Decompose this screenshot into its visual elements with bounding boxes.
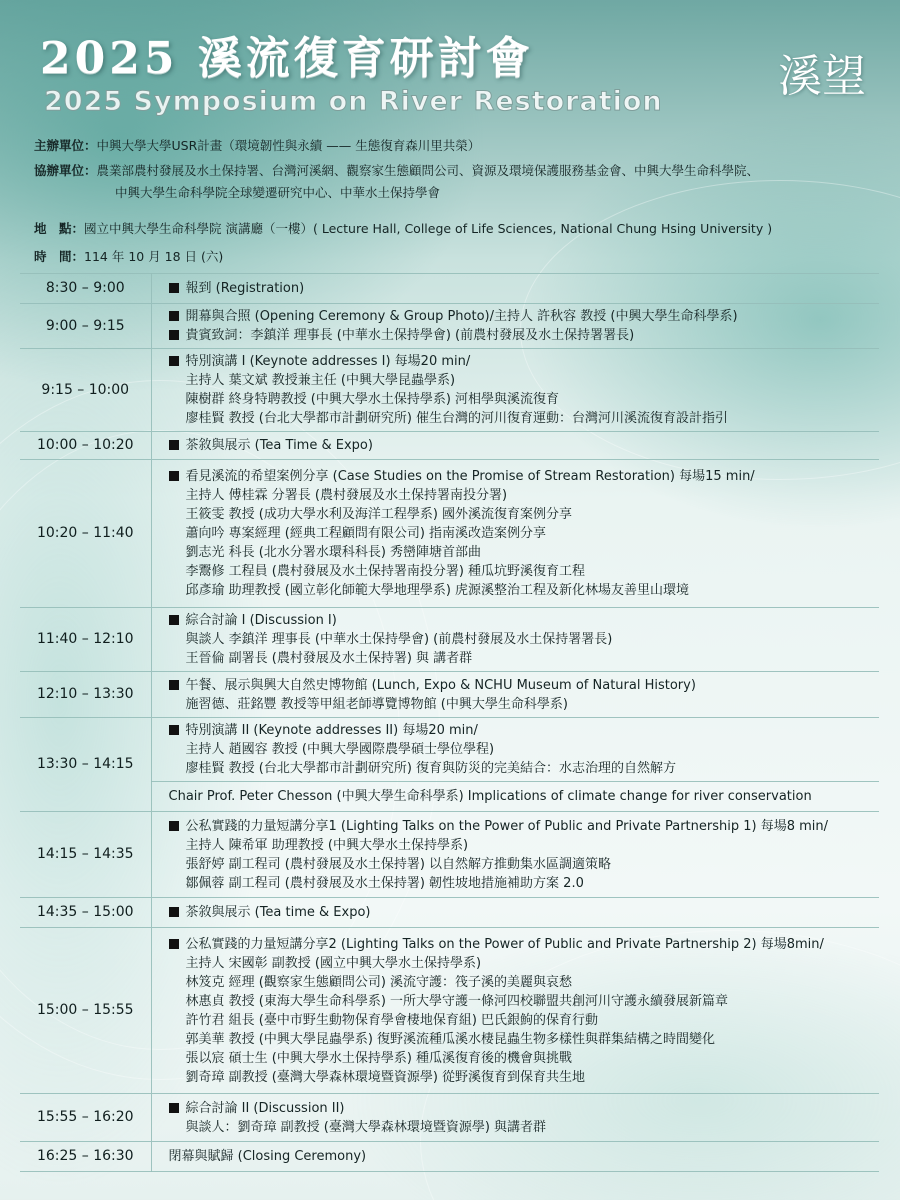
session-title: 貴賓致詞：李鎮洋 理事長 (中華水土保持學會) (前農村發展及水土保持署署長) — [169, 326, 870, 345]
session-title: 綜合討論 I (Discussion I) — [169, 611, 870, 630]
session-details — [151, 812, 879, 898]
session-time: 14:35 – 15:00 — [20, 898, 151, 928]
schedule-table — [20, 273, 879, 1172]
session-title: 特別演講 II (Keynote addresses II) 每場20 min/ — [169, 721, 870, 740]
co-organizer-text-2: 中興大學生命科學院全球變遷研究中心、中華水土保持學會 — [115, 185, 441, 200]
bullet-icon — [169, 330, 179, 340]
session-line: 蕭向吟 專案經理 (經典工程顧問有限公司) 指南溪改造案例分享 — [185, 526, 547, 541]
date-text: 114 年 10 月 18 日 (六) — [84, 249, 224, 264]
bullet-icon — [169, 615, 179, 625]
bullet-icon — [169, 725, 179, 735]
session-time: 9:00 – 9:15 — [20, 304, 151, 349]
session-details — [151, 672, 879, 718]
session-title: 公私實踐的力量短講分享1 (Lighting Talks on the Power of Public and Private Partnership 1) 每場8 min/ — [169, 817, 870, 836]
title-english: 2025 Symposium on River Restoration — [44, 86, 663, 117]
session-line: 主持人 傅桂霖 分署長 (農村發展及水土保持署南投分署) — [185, 488, 508, 503]
session-details — [151, 1142, 879, 1172]
session-line: 劉奇璋 副教授 (臺灣大學森林環境暨資源學) 從野溪復育到保育共生地 — [185, 1069, 586, 1085]
session-line: 林惠貞 教授 (東海大學生命科學系) 一所大學守護一條河四校聯盟共創河川守護永續發展新篇章 — [185, 993, 729, 1009]
session-title: 公私實踐的力量短講分享2 (Lighting Talks on the Power of Public and Private Partnership 2) 每場8min/ — [169, 935, 870, 954]
session-line: 鄒佩蓉 副工程司 (農村發展及水土保持署) 韌性坡地措施補助方案 2.0 — [185, 875, 584, 891]
schedule-row — [20, 608, 879, 672]
session-title: 開幕與合照 (Opening Ceremony & Group Photo)/主持人 許秋容 教授 (中興大學生命科學系) — [169, 307, 870, 326]
session-line: 林笈克 經理 (觀察家生態顧問公司) 溪流守護：筏子溪的美麗與哀愁 — [185, 974, 573, 990]
session-time: 15:55 – 16:20 — [20, 1094, 151, 1142]
session-line: 與談人：劉奇璋 副教授 (臺灣大學森林環境暨資源學) 與講者群 — [185, 1119, 547, 1135]
session-time: 9:15 – 10:00 — [20, 349, 151, 432]
venue-line — [34, 219, 772, 237]
schedule-row — [20, 274, 879, 304]
co-organizer-line — [34, 160, 854, 204]
session-time: 10:20 – 11:40 — [20, 460, 151, 608]
session-line: 張舒婷 副工程司 (農村發展及水土保持署) 以自然解方推動集水區調適策略 — [185, 856, 612, 872]
session-line: 與談人 李鎮洋 理事長 (中華水土保持學會) (前農村發展及水土保持署署長) — [185, 632, 613, 647]
schedule-row — [20, 349, 879, 432]
session-time: 15:00 – 15:55 — [20, 928, 151, 1094]
session-line: 王晉倫 副署長 (農村發展及水土保持署) 與 講者群 — [185, 651, 473, 666]
session-line: 邱彥瑜 助理教授 (國立彰化師範大學地理學系) 虎源溪整治工程及新化林場友善里山環境 — [185, 583, 690, 598]
session-line: 主持人 陳希軍 助理教授 (中興大學水土保持學系) — [185, 837, 469, 853]
bullet-icon — [169, 907, 179, 917]
bullet-icon — [169, 821, 179, 831]
session-title: 看見溪流的希望案例分享 (Case Studies on the Promise of Stream Restoration) 每場15 min/ — [169, 467, 870, 486]
session-details — [151, 349, 879, 432]
bullet-icon — [169, 283, 179, 293]
session-details — [151, 274, 879, 304]
session-line: 李鬻修 工程員 (農村發展及水土保持署南投分署) 種瓜坑野溪復育工程 — [185, 564, 586, 579]
session-line: 陳樹群 終身特聘教授 (中興大學水土保持學系) 河相學與溪流復育 — [185, 392, 560, 407]
bullet-icon — [169, 440, 179, 450]
organizer-text: 中興大學大學USR計畫（環境韌性與永續 —— 生態復育森川里共榮） — [96, 138, 481, 153]
bullet-icon — [169, 311, 179, 321]
schedule-row — [20, 460, 879, 608]
session-time: 12:10 – 13:30 — [20, 672, 151, 718]
organizer-line — [34, 136, 480, 154]
session-line: 施習德、莊銘豐 教授等甲組老師導覽博物館 (中興大學生命科學系) — [185, 696, 568, 712]
venue-text: 國立中興大學生命科學院 演講廳（一樓）( Lecture Hall, College of Life Sciences, National Chung Hsing University ) — [84, 221, 773, 236]
schedule-row — [20, 1094, 879, 1142]
session-title: 綜合討論 II (Discussion II) — [169, 1099, 870, 1118]
title-chinese: 2025 溪流復育研討會 — [40, 33, 534, 84]
session-time: 10:00 – 10:20 — [20, 432, 151, 460]
date-label: 時 間： — [34, 249, 85, 264]
session-title: 特別演講 I (Keynote addresses I) 每場20 min/ — [169, 352, 870, 371]
bullet-icon — [169, 680, 179, 690]
session-line: 主持人 宋國彰 副教授 (國立中興大學水土保持學系) — [185, 955, 482, 971]
session-time: 14:15 – 14:35 — [20, 812, 151, 898]
co-organizer-label: 協辦單位： — [34, 163, 97, 178]
co-organizer-text-1: 農業部農村發展及水土保持署、台灣河溪網、觀察家生態顧問公司、資源及環境保護服務基金會、中興大學生命科學院、 — [96, 163, 760, 178]
session-details — [151, 304, 879, 349]
session-time: 13:30 – 14:15 — [20, 718, 151, 812]
session-time: 16:25 – 16:30 — [20, 1142, 151, 1172]
schedule-row — [20, 1142, 879, 1172]
session-title: 報到 (Registration) — [169, 279, 870, 298]
session-line: 主持人 趙國容 教授 (中興大學國際農學碩士學位學程) — [185, 742, 495, 757]
bullet-icon — [169, 939, 179, 949]
session-line: 許竹君 組長 (臺中市野生動物保育學會棲地保育組) 巴氏銀鮈的保育行動 — [185, 1012, 599, 1028]
session-title: 茶敘與展示 (Tea time & Expo) — [169, 903, 870, 922]
session-time: 11:40 – 12:10 — [20, 608, 151, 672]
bullet-icon — [169, 471, 179, 481]
session-line: 廖桂賢 教授 (台北大學都市計劃研究所) 催生台灣的河川復育運動：台灣河川溪流復育設計指引 — [185, 411, 729, 426]
session-line: 主持人 葉文斌 教授兼主任 (中興大學昆蟲學系) — [185, 373, 456, 388]
session-details — [151, 608, 879, 672]
session-line: 劉志光 科長 (北水分署水環科科長) 秀巒陣塘首部曲 — [185, 545, 482, 560]
schedule-row — [20, 718, 879, 782]
session-details — [151, 432, 879, 460]
session-details — [151, 782, 879, 812]
session-title: 午餐、展示與興大自然史博物館 (Lunch, Expo & NCHU Museum of Natural History) — [169, 676, 870, 695]
date-line — [34, 247, 223, 265]
schedule-row — [20, 898, 879, 928]
schedule-row — [20, 304, 879, 349]
session-details — [151, 460, 879, 608]
bullet-icon — [169, 356, 179, 366]
session-line: 閉幕與賦歸 (Closing Ceremony) — [168, 1149, 367, 1164]
schedule-row — [20, 928, 879, 1094]
session-details — [151, 718, 879, 782]
session-details — [151, 928, 879, 1094]
session-line: 王筱雯 教授 (成功大學水利及海洋工程學系) 國外溪流復育案例分享 — [185, 507, 573, 522]
bullet-icon — [169, 1103, 179, 1113]
session-line: Chair Prof. Peter Chesson (中興大學生命科學系) Implications of climate change for river conservation — [168, 789, 812, 804]
organizer-label: 主辦單位： — [34, 138, 97, 153]
venue-label: 地 點： — [34, 221, 85, 236]
session-title: 茶敘與展示 (Tea Time & Expo) — [169, 436, 870, 455]
session-details — [151, 898, 879, 928]
session-line: 廖桂賢 教授 (台北大學都市計劃研究所) 復育與防災的完美結合：水志治理的自然解方 — [185, 761, 677, 776]
schedule-row — [20, 812, 879, 898]
logo: 溪望 — [778, 51, 866, 102]
session-details — [151, 1094, 879, 1142]
schedule-row — [20, 672, 879, 718]
session-time: 8:30 – 9:00 — [20, 274, 151, 304]
session-line: 張以宸 碩士生 (中興大學水土保持學系) 種瓜溪復育後的機會與挑戰 — [185, 1050, 573, 1066]
session-line: 郭美華 教授 (中興大學昆蟲學系) 復野溪流種瓜溪水棲昆蟲生物多樣性與群集結構之時間變化 — [185, 1031, 716, 1047]
schedule-row — [20, 432, 879, 460]
